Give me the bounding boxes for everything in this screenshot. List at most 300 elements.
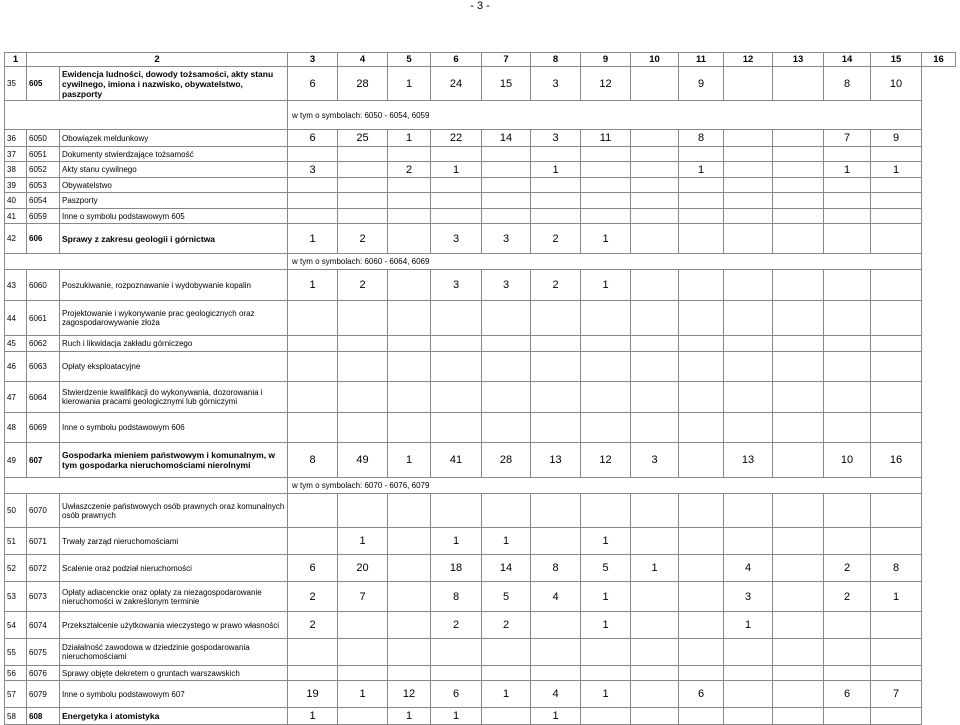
value-cell xyxy=(724,224,773,254)
value-cell xyxy=(482,193,531,209)
value-cell xyxy=(388,224,431,254)
value-cell xyxy=(431,336,482,352)
value-cell xyxy=(871,352,922,382)
value-cell: 1 xyxy=(724,612,773,639)
table-row xyxy=(5,130,956,147)
value-cell xyxy=(388,301,431,336)
value-cell: 8 xyxy=(531,555,581,582)
value-cell xyxy=(288,352,338,382)
value-cell xyxy=(773,209,824,224)
value-cell xyxy=(773,352,824,382)
value-cell xyxy=(631,494,679,528)
description-cell: Scalenie oraz podział nieruchomości xyxy=(60,555,288,582)
row-number: 49 xyxy=(5,443,27,478)
value-cell xyxy=(338,413,388,443)
value-cell xyxy=(482,162,531,178)
value-cell xyxy=(431,382,482,413)
value-cell xyxy=(773,528,824,555)
value-cell xyxy=(679,582,724,612)
symbol-cell: 6070 xyxy=(27,494,60,528)
value-cell xyxy=(871,147,922,162)
symbol-cell: 6064 xyxy=(27,382,60,413)
table-row xyxy=(5,270,956,301)
value-cell: 22 xyxy=(431,130,482,147)
value-cell: 1 xyxy=(824,162,871,178)
symbol-cell: 605 xyxy=(27,67,60,101)
value-cell xyxy=(679,336,724,352)
value-cell xyxy=(679,413,724,443)
value-cell: 15 xyxy=(482,67,531,101)
value-cell xyxy=(724,639,773,666)
value-cell xyxy=(631,130,679,147)
value-cell: 1 xyxy=(581,612,631,639)
value-cell: 1 xyxy=(482,681,531,708)
table-row xyxy=(5,494,956,528)
value-cell xyxy=(773,130,824,147)
description-cell: Ewidencja ludności, dowody tożsamości, akty stanu cywilnego, imiona i nazwisko, obywatelstwo, paszporty xyxy=(60,67,288,101)
value-cell xyxy=(531,178,581,193)
value-cell xyxy=(288,413,338,443)
subset-note: w tym o symbolach: 6070 - 6076, 6079 xyxy=(288,478,922,494)
value-cell xyxy=(531,494,581,528)
value-cell xyxy=(824,708,871,725)
value-cell xyxy=(724,130,773,147)
value-cell xyxy=(531,666,581,681)
row-number: 50 xyxy=(5,494,27,528)
value-cell: 14 xyxy=(482,130,531,147)
value-cell xyxy=(724,681,773,708)
table-row xyxy=(5,681,956,708)
description-cell: Inne o symbolu podstawowym 606 xyxy=(60,413,288,443)
value-cell: 10 xyxy=(871,67,922,101)
column-header: 12 xyxy=(724,53,773,67)
value-cell xyxy=(431,666,482,681)
value-cell xyxy=(773,681,824,708)
value-cell: 1 xyxy=(288,708,338,725)
description-cell: Sprawy objęte dekretem o gruntach warszawskich xyxy=(60,666,288,681)
symbol-cell: 6052 xyxy=(27,162,60,178)
value-cell: 2 xyxy=(531,224,581,254)
value-cell: 1 xyxy=(581,224,631,254)
value-cell: 1 xyxy=(431,162,482,178)
symbol-cell: 6063 xyxy=(27,352,60,382)
description-cell: Stwierdzenie kwalifikacji do wykonywania, dozorowania i kierowania pracami geologicznymi lub górniczymi xyxy=(60,382,288,413)
value-cell: 4 xyxy=(531,582,581,612)
value-cell: 1 xyxy=(531,708,581,725)
value-cell: 1 xyxy=(388,67,431,101)
table-row xyxy=(5,193,956,209)
subset-note: w tym o symbolach: 6050 - 6054, 6059 xyxy=(288,101,922,130)
value-cell xyxy=(871,301,922,336)
description-cell: Sprawy z zakresu geologii i górnictwa xyxy=(60,224,288,254)
value-cell xyxy=(824,352,871,382)
value-cell: 3 xyxy=(288,162,338,178)
value-cell xyxy=(388,209,431,224)
value-cell: 7 xyxy=(338,582,388,612)
value-cell xyxy=(824,178,871,193)
value-cell xyxy=(631,612,679,639)
value-cell xyxy=(338,494,388,528)
symbol-cell: 6074 xyxy=(27,612,60,639)
value-cell: 4 xyxy=(531,681,581,708)
value-cell xyxy=(631,666,679,681)
description-cell: Inne o symbolu podstawowym 605 xyxy=(60,209,288,224)
statistics-table xyxy=(4,52,956,725)
value-cell: 6 xyxy=(288,130,338,147)
value-cell xyxy=(288,336,338,352)
value-cell xyxy=(871,382,922,413)
value-cell: 41 xyxy=(431,443,482,478)
description-cell: Ruch i likwidacja zakładu górniczego xyxy=(60,336,288,352)
value-cell: 19 xyxy=(288,681,338,708)
value-cell xyxy=(431,193,482,209)
value-cell xyxy=(581,301,631,336)
value-cell xyxy=(581,382,631,413)
value-cell xyxy=(288,147,338,162)
value-cell xyxy=(724,494,773,528)
value-cell xyxy=(531,612,581,639)
table-row xyxy=(5,209,956,224)
description-cell: Projektowanie i wykonywanie prac geologicznych oraz zagospodarowywanie złoża xyxy=(60,301,288,336)
column-header: 4 xyxy=(338,53,388,67)
value-cell xyxy=(631,582,679,612)
value-cell xyxy=(773,336,824,352)
subtotal-label-row xyxy=(5,478,956,494)
value-cell xyxy=(773,224,824,254)
value-cell xyxy=(581,162,631,178)
column-header: 1 xyxy=(5,53,27,67)
value-cell xyxy=(338,301,388,336)
value-cell xyxy=(679,270,724,301)
value-cell: 6 xyxy=(288,555,338,582)
table-row xyxy=(5,147,956,162)
row-number: 38 xyxy=(5,162,27,178)
description-cell: Trwały zarząd nieruchomościami xyxy=(60,528,288,555)
value-cell xyxy=(388,612,431,639)
value-cell xyxy=(388,639,431,666)
value-cell xyxy=(724,413,773,443)
value-cell xyxy=(724,193,773,209)
row-number: 51 xyxy=(5,528,27,555)
value-cell xyxy=(679,666,724,681)
value-cell xyxy=(679,224,724,254)
value-cell xyxy=(679,382,724,413)
symbol-cell: 607 xyxy=(27,443,60,478)
row-number: 52 xyxy=(5,555,27,582)
value-cell xyxy=(679,639,724,666)
value-cell xyxy=(871,209,922,224)
column-header: 11 xyxy=(679,53,724,67)
description-cell: Działalność zawodowa w dziedzinie gospodarowania nieruchomościami xyxy=(60,639,288,666)
value-cell: 2 xyxy=(431,612,482,639)
value-cell xyxy=(824,270,871,301)
value-cell xyxy=(679,555,724,582)
table-row xyxy=(5,708,956,725)
value-cell xyxy=(338,193,388,209)
value-cell xyxy=(288,639,338,666)
value-cell: 20 xyxy=(338,555,388,582)
value-cell xyxy=(388,352,431,382)
value-cell xyxy=(482,666,531,681)
column-header: 6 xyxy=(431,53,482,67)
value-cell xyxy=(679,494,724,528)
value-cell xyxy=(773,555,824,582)
value-cell: 13 xyxy=(724,443,773,478)
description-cell: Paszporty xyxy=(60,193,288,209)
value-cell xyxy=(431,639,482,666)
value-cell xyxy=(679,178,724,193)
symbol-cell: 6061 xyxy=(27,301,60,336)
table-row xyxy=(5,352,956,382)
value-cell xyxy=(724,708,773,725)
symbol-cell: 6053 xyxy=(27,178,60,193)
value-cell xyxy=(871,708,922,725)
value-cell xyxy=(824,413,871,443)
value-cell xyxy=(431,209,482,224)
value-cell: 25 xyxy=(338,130,388,147)
value-cell xyxy=(482,209,531,224)
value-cell xyxy=(288,301,338,336)
value-cell: 12 xyxy=(581,67,631,101)
value-cell xyxy=(631,209,679,224)
value-cell xyxy=(581,178,631,193)
page-number: - 3 - xyxy=(470,0,490,12)
symbol-cell: 6075 xyxy=(27,639,60,666)
value-cell xyxy=(679,193,724,209)
value-cell xyxy=(773,582,824,612)
symbol-cell: 608 xyxy=(27,708,60,725)
value-cell xyxy=(581,147,631,162)
value-cell: 7 xyxy=(824,130,871,147)
table-row xyxy=(5,413,956,443)
value-cell xyxy=(773,612,824,639)
value-cell: 1 xyxy=(581,582,631,612)
table-row xyxy=(5,301,956,336)
value-cell xyxy=(631,708,679,725)
header-row xyxy=(5,53,956,67)
description-cell: Gospodarka mieniem państwowym i komunalnym, w tym gospodarka nieruchomościami nierolnymi xyxy=(60,443,288,478)
description-cell: Inne o symbolu podstawowym 607 xyxy=(60,681,288,708)
column-header: 9 xyxy=(581,53,631,67)
value-cell xyxy=(531,336,581,352)
value-cell: 8 xyxy=(871,555,922,582)
symbol-cell: 6050 xyxy=(27,130,60,147)
value-cell xyxy=(388,270,431,301)
value-cell: 1 xyxy=(431,708,482,725)
row-number: 43 xyxy=(5,270,27,301)
value-cell xyxy=(431,301,482,336)
value-cell xyxy=(338,708,388,725)
value-cell xyxy=(724,666,773,681)
row-number: 56 xyxy=(5,666,27,681)
value-cell xyxy=(288,193,338,209)
value-cell xyxy=(631,67,679,101)
description-cell: Obywatelstwo xyxy=(60,178,288,193)
empty-cell xyxy=(5,101,288,130)
value-cell xyxy=(581,209,631,224)
table-row xyxy=(5,612,956,639)
value-cell xyxy=(679,301,724,336)
value-cell: 1 xyxy=(581,528,631,555)
row-number: 58 xyxy=(5,708,27,725)
value-cell xyxy=(871,612,922,639)
value-cell xyxy=(824,494,871,528)
value-cell xyxy=(724,336,773,352)
symbol-cell: 6051 xyxy=(27,147,60,162)
value-cell xyxy=(581,708,631,725)
value-cell xyxy=(531,209,581,224)
value-cell xyxy=(482,147,531,162)
symbol-cell: 6076 xyxy=(27,666,60,681)
column-header: 8 xyxy=(531,53,581,67)
value-cell xyxy=(871,193,922,209)
value-cell: 3 xyxy=(531,130,581,147)
subtotal-label-row xyxy=(5,254,956,270)
value-cell xyxy=(288,528,338,555)
symbol-cell: 6060 xyxy=(27,270,60,301)
value-cell: 7 xyxy=(871,681,922,708)
value-cell xyxy=(724,209,773,224)
value-cell: 4 xyxy=(724,555,773,582)
value-cell xyxy=(482,413,531,443)
value-cell: 12 xyxy=(581,443,631,478)
value-cell: 3 xyxy=(431,224,482,254)
value-cell xyxy=(773,301,824,336)
value-cell: 14 xyxy=(482,555,531,582)
value-cell xyxy=(531,639,581,666)
value-cell xyxy=(482,639,531,666)
value-cell xyxy=(531,301,581,336)
table-row xyxy=(5,178,956,193)
value-cell xyxy=(631,639,679,666)
row-number: 45 xyxy=(5,336,27,352)
value-cell: 9 xyxy=(871,130,922,147)
table-row xyxy=(5,443,956,478)
value-cell xyxy=(631,224,679,254)
value-cell xyxy=(388,582,431,612)
value-cell xyxy=(724,352,773,382)
value-cell: 3 xyxy=(724,582,773,612)
value-cell xyxy=(631,147,679,162)
value-cell xyxy=(482,178,531,193)
value-cell: 8 xyxy=(679,130,724,147)
value-cell: 2 xyxy=(388,162,431,178)
value-cell xyxy=(773,67,824,101)
row-number: 39 xyxy=(5,178,27,193)
value-cell xyxy=(824,147,871,162)
value-cell xyxy=(531,413,581,443)
value-cell: 28 xyxy=(482,443,531,478)
value-cell: 3 xyxy=(631,443,679,478)
value-cell: 2 xyxy=(288,612,338,639)
value-cell xyxy=(679,352,724,382)
value-cell: 6 xyxy=(431,681,482,708)
value-cell: 1 xyxy=(288,224,338,254)
value-cell xyxy=(871,178,922,193)
value-cell: 2 xyxy=(338,224,388,254)
value-cell xyxy=(679,528,724,555)
value-cell xyxy=(482,494,531,528)
value-cell xyxy=(581,413,631,443)
value-cell: 3 xyxy=(482,224,531,254)
value-cell xyxy=(724,178,773,193)
value-cell xyxy=(581,352,631,382)
value-cell: 16 xyxy=(871,443,922,478)
value-cell xyxy=(679,612,724,639)
value-cell xyxy=(388,555,431,582)
value-cell: 2 xyxy=(531,270,581,301)
value-cell xyxy=(388,528,431,555)
row-number: 36 xyxy=(5,130,27,147)
empty-cell xyxy=(5,478,288,494)
value-cell xyxy=(773,494,824,528)
value-cell: 1 xyxy=(338,528,388,555)
value-cell xyxy=(773,193,824,209)
value-cell: 9 xyxy=(679,67,724,101)
value-cell: 6 xyxy=(288,67,338,101)
value-cell xyxy=(724,270,773,301)
value-cell: 1 xyxy=(338,681,388,708)
value-cell xyxy=(338,666,388,681)
value-cell xyxy=(871,270,922,301)
value-cell xyxy=(288,494,338,528)
column-header: 10 xyxy=(631,53,679,67)
value-cell: 1 xyxy=(581,681,631,708)
value-cell xyxy=(679,209,724,224)
value-cell xyxy=(631,681,679,708)
table-row xyxy=(5,639,956,666)
value-cell: 1 xyxy=(679,162,724,178)
table-row xyxy=(5,67,956,101)
row-number: 40 xyxy=(5,193,27,209)
table-row xyxy=(5,224,956,254)
column-header: 7 xyxy=(482,53,531,67)
value-cell: 1 xyxy=(631,555,679,582)
value-cell xyxy=(388,382,431,413)
value-cell xyxy=(288,178,338,193)
value-cell xyxy=(288,666,338,681)
value-cell: 8 xyxy=(288,443,338,478)
value-cell xyxy=(724,301,773,336)
value-cell xyxy=(824,528,871,555)
value-cell xyxy=(338,162,388,178)
description-cell: Przekształcenie użytkowania wieczystego w prawo własności xyxy=(60,612,288,639)
row-number: 55 xyxy=(5,639,27,666)
value-cell xyxy=(631,178,679,193)
value-cell xyxy=(824,639,871,666)
row-number: 57 xyxy=(5,681,27,708)
description-cell: Obowiązek meldunkowy xyxy=(60,130,288,147)
column-header: 3 xyxy=(288,53,338,67)
value-cell xyxy=(338,612,388,639)
table-row xyxy=(5,162,956,178)
value-cell: 10 xyxy=(824,443,871,478)
value-cell: 28 xyxy=(338,67,388,101)
value-cell xyxy=(531,193,581,209)
value-cell xyxy=(388,336,431,352)
value-cell: 1 xyxy=(581,270,631,301)
symbol-cell: 6069 xyxy=(27,413,60,443)
value-cell xyxy=(482,336,531,352)
value-cell xyxy=(338,209,388,224)
value-cell: 1 xyxy=(431,528,482,555)
value-cell: 2 xyxy=(824,555,871,582)
value-cell: 11 xyxy=(581,130,631,147)
value-cell xyxy=(531,528,581,555)
value-cell xyxy=(388,666,431,681)
value-cell xyxy=(531,352,581,382)
subtotal-label-row xyxy=(5,101,956,130)
